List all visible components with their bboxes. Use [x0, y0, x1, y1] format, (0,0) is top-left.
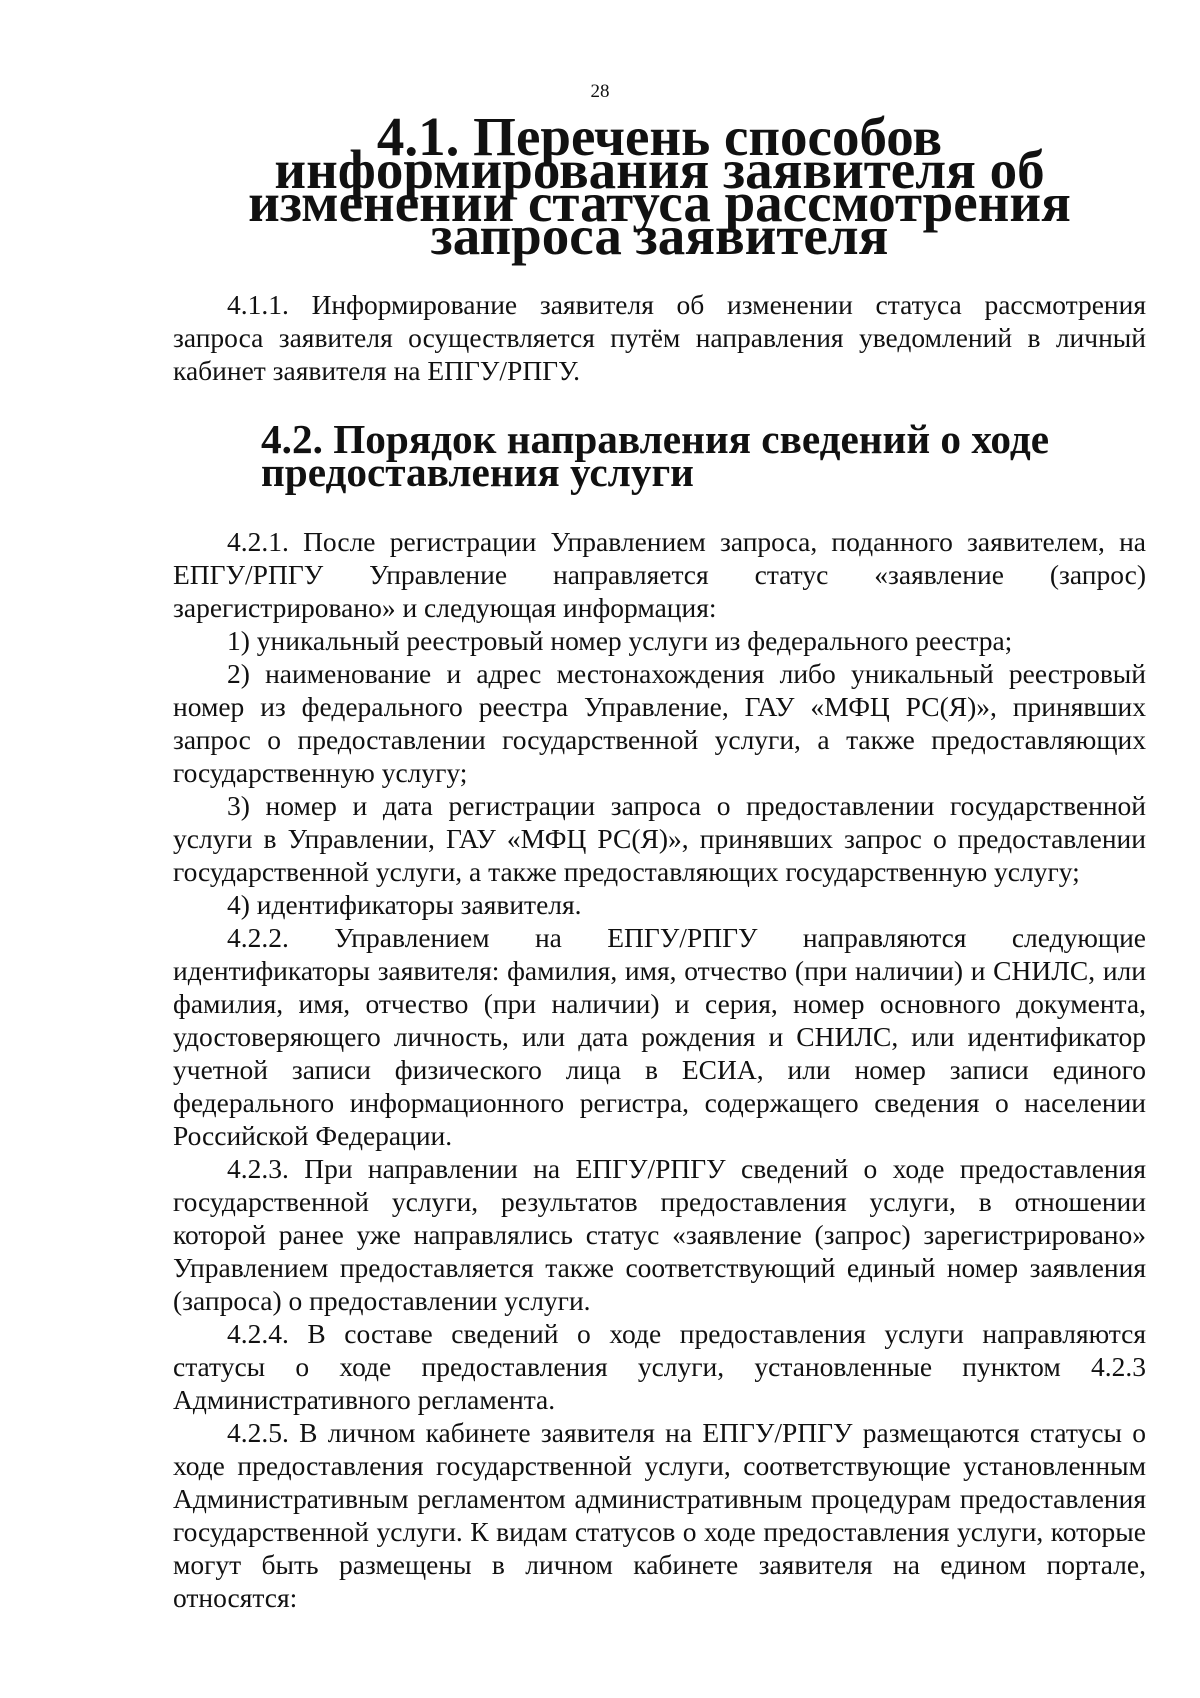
document-body	[173, 106, 1146, 1614]
list-item-4: 4) идентификаторы заявителя.	[227, 889, 582, 920]
section-4-2-heading: 4.2. Порядок направления сведений о ходе предоставления услуги	[261, 416, 1049, 495]
paragraph-4-2-4: 4.2.4. В составе сведений о ходе предоставления услуги направляются статусы о ходе предоставления услуги, установленные пунктом 4.2.3 Административного регламента.	[173, 1318, 1146, 1415]
paragraph-4-2-5: 4.2.5. В личном кабинете заявителя на ЕПГУ/РПГУ размещаются статусы о ходе предоставления государственной услуги, соответствующие установленным Административным регламентом административным процедурам предоставления государственной услуги. К видам статусов о ходе предоставления услуги, которые могут быть размещены в личном кабинете заявителя на едином портале, относятся:	[173, 1417, 1146, 1613]
paragraph-4-1-1: 4.1.1. Информирование заявителя об изменении статуса рассмотрения запроса заявителя осуществляется путём направления уведомлений в личный кабинет заявителя на ЕПГУ/РПГУ.	[173, 289, 1146, 386]
paragraph-4-2-1: 4.2.1. После регистрации Управлением запроса, поданного заявителем, на ЕПГУ/РПГУ Управление направляется статус «заявление (запрос) зарегистрировано» и следующая информация:	[173, 526, 1146, 623]
list-item-1: 1) уникальный реестровый номер услуги из федерального реестра;	[227, 625, 1013, 656]
paragraph-4-2-3: 4.2.3. При направлении на ЕПГУ/РПГУ сведений о ходе предоставления государственной услуги, результатов предоставления услуги, в отношении которой ранее уже направлялись статус «заявление (запрос) зарегистрировано» Управлением предоставляется также соответствующий единый номер заявления (запроса) о предоставлении услуги.	[173, 1153, 1146, 1316]
list-item-3: 3) номер и дата регистрации запроса о предоставлении государственной услуги в Управлении, ГАУ «МФЦ РС(Я)», принявших запрос о предоставлении государственной услуги, а также предоставляющих государственную услугу;	[173, 790, 1146, 887]
list-item-2: 2) наименование и адрес местонахождения либо уникальный реестровый номер из федерального реестра Управление, ГАУ «МФЦ РС(Я)», принявших запрос о предоставлении государственной услуги, а также предоставляющих государственную услугу;	[173, 658, 1146, 788]
page-number: 28	[590, 81, 610, 102]
paragraph-4-2-2: 4.2.2. Управлением на ЕПГУ/РПГУ направляются следующие идентификаторы заявителя: фамилия, имя, отчество (при наличии) и СНИЛС, или фамилия, имя, отчество (при наличии) и серия, номер основного документа, удостоверяющего личность, или дата рождения и СНИЛС, или идентификатор учетной записи физического лица в ЕСИА, или номер записи единого федерального информационного регистра, содержащего сведения о населении Российской Федерации.	[173, 922, 1146, 1151]
section-4-1-heading: 4.1. Перечень способов информирования заявителя об изменении статуса рассмотрения запроса заявителя	[248, 106, 1071, 266]
